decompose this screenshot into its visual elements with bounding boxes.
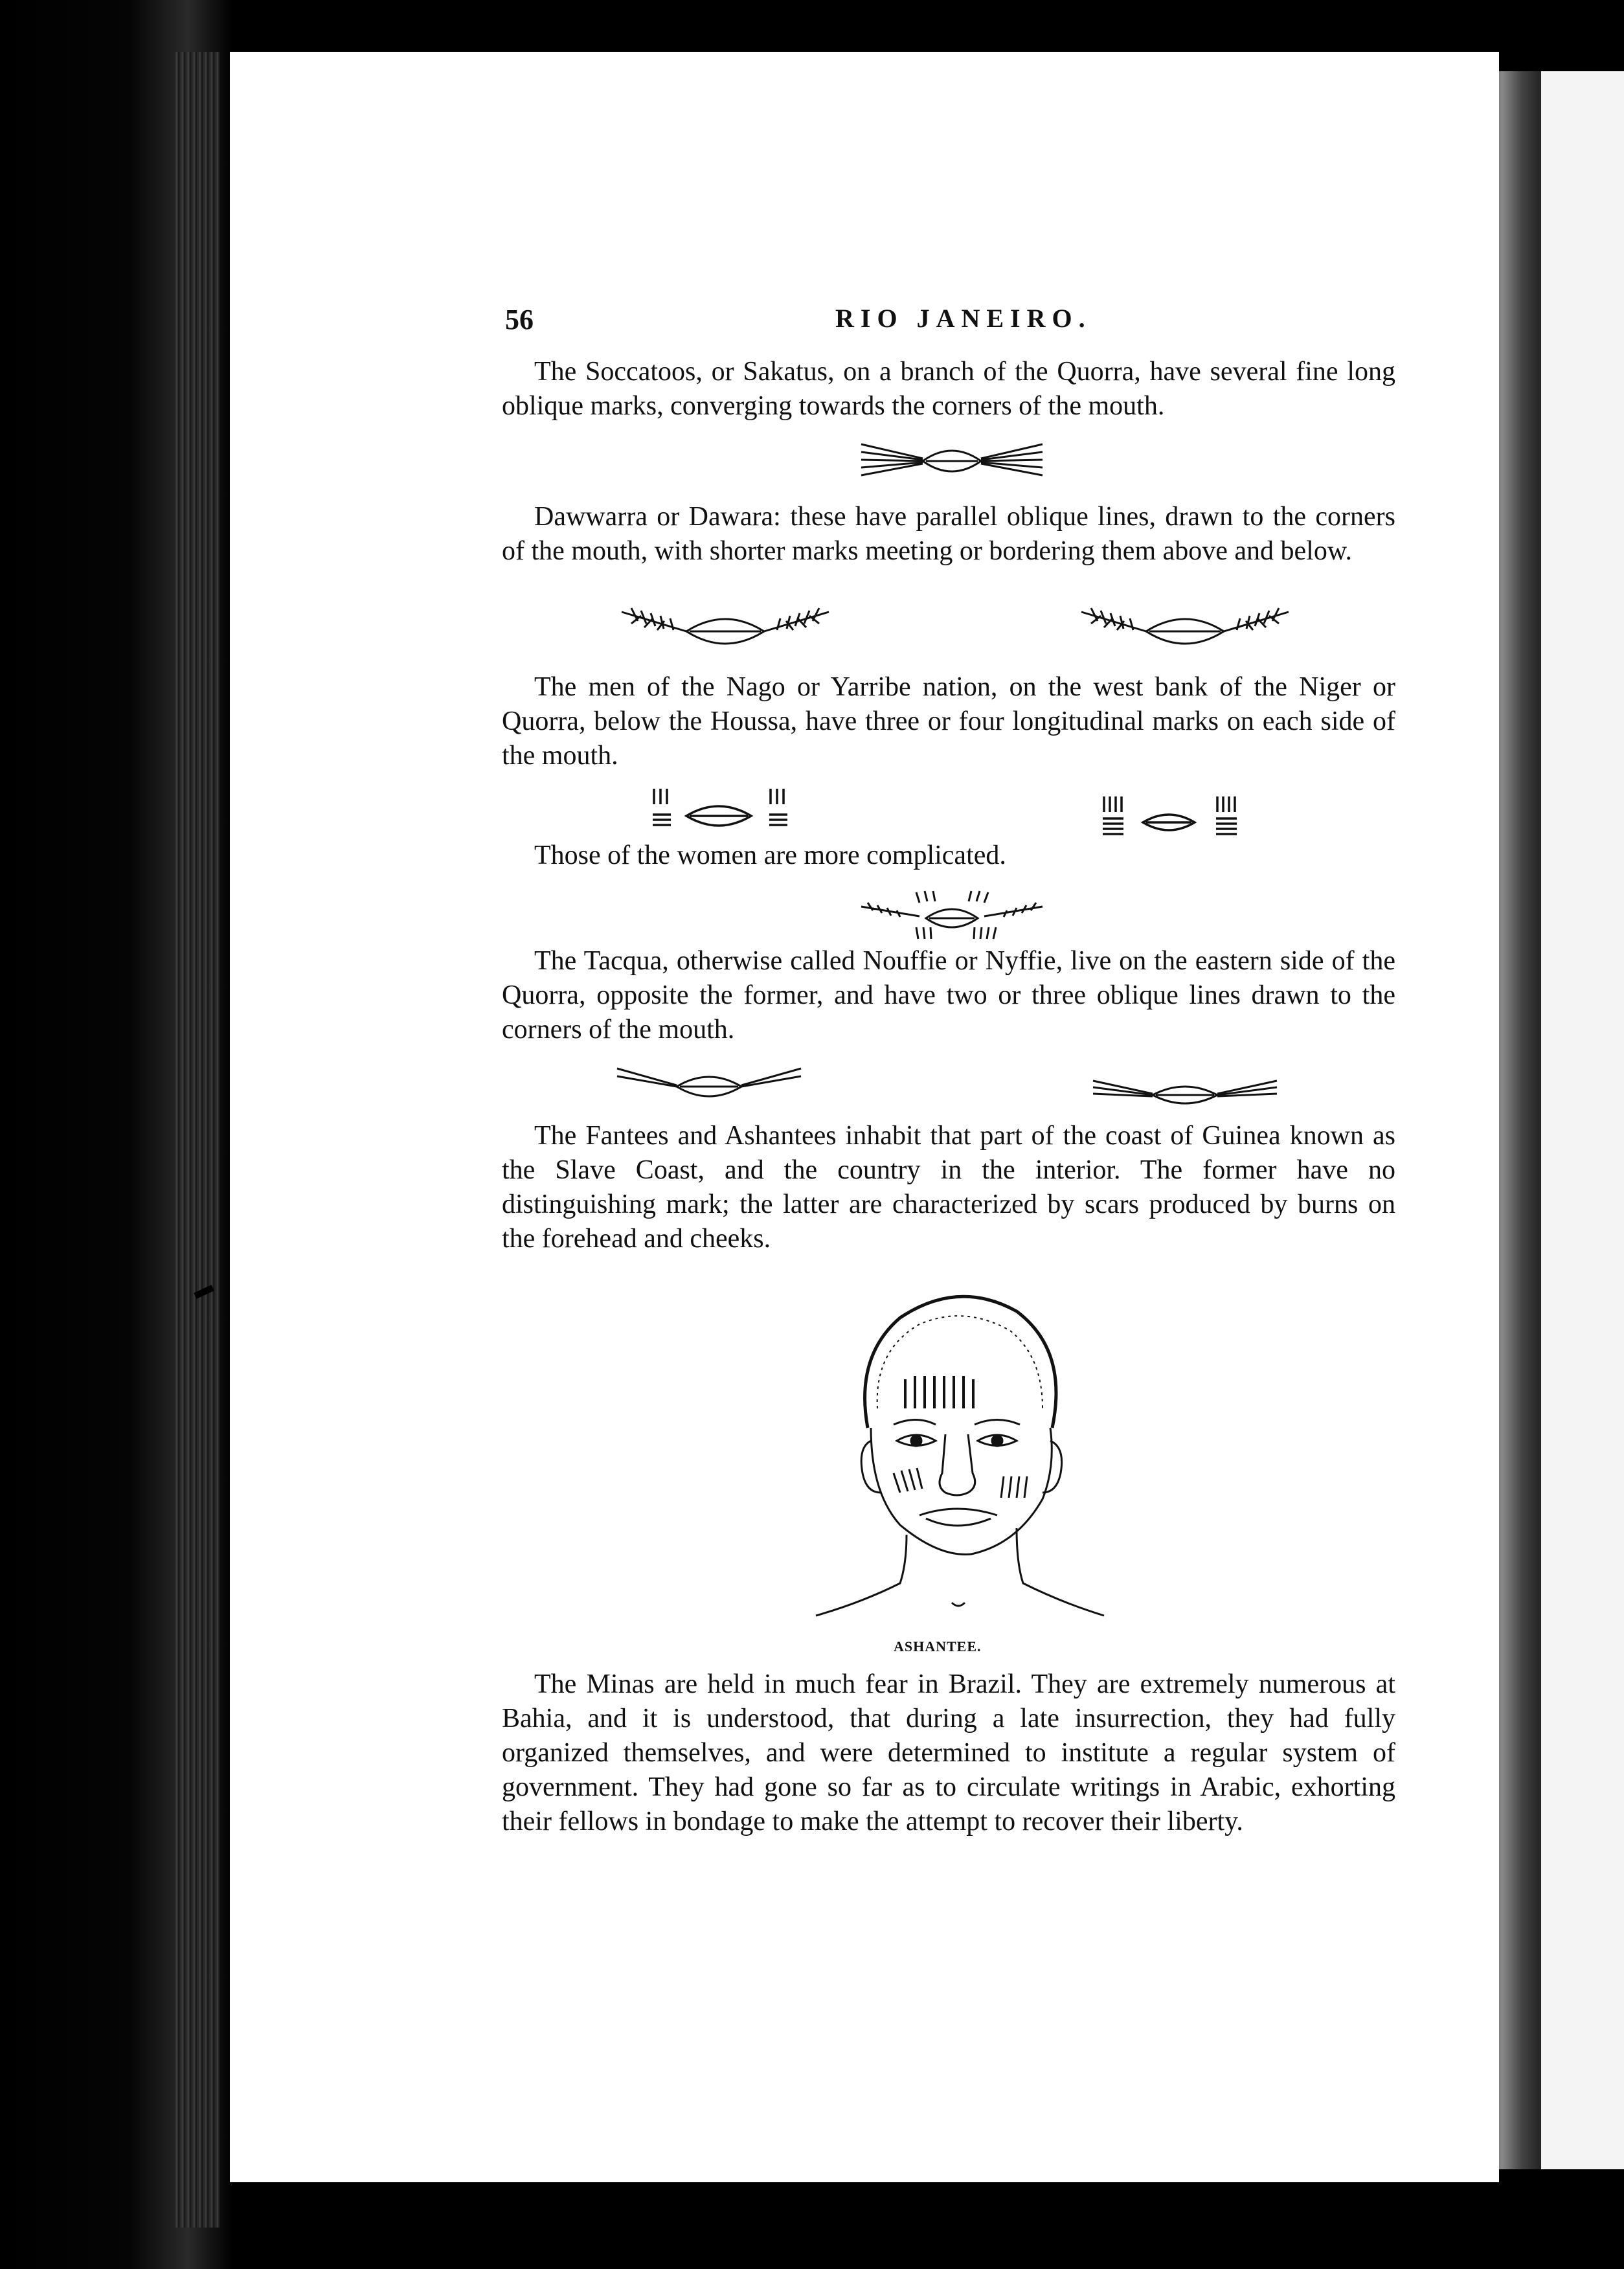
tacqua-marks-left-illustration [612,1062,806,1107]
ashantee-portrait-illustration [809,1279,1107,1629]
running-head: RIO JANEIRO. [835,304,1092,333]
nago-women-marks-illustration [855,887,1049,945]
paragraph-minas: The Minas are held in much fear in Brazil. They are extremely numerous at Bahia, and it is understood, that during a late insurrection, they had fully organized themselves, and were determined to institute a regular system of government. They had gone so far as to circulate writings in Arabic, exhorting their fellows in bondage to make the attempt to recover their liberty. [502,1669,1395,1836]
paragraph-women: Those of the women are more complicated. [534,841,1006,870]
paragraph-soccatoos: The Soccatoos, or Sakatus, on a branch of the Quorra, have several fine long oblique marks, converging towards the corners of the mouth. [502,357,1395,421]
paragraph-tacqua: The Tacqua, otherwise called Nouffie or Nyffie, live on the eastern side of the Quorra, opposite the former, and have two or three oblique lines drawn to the corners of the mouth. [502,946,1395,1044]
paragraph-dawwarra: Dawwarra or Dawara: these have parallel oblique lines, drawn to the corners of the mouth, with shorter marks meeting or bordering them above and below. [502,502,1395,566]
paragraph-fantees: The Fantees and Ashantees inhabit that part of the coast of Guinea known as the Slave Coast, and the country in the interior. The former have no distinguishing mark; the latter are characterized by scars produced by burns on the forehead and cheeks. [502,1121,1395,1254]
figure-caption: ASHANTEE. [894,1638,982,1654]
paragraph-nago: The men of the Nago or Yarribe nation, on the west bank of the Niger or Quorra, below the Houssa, have three or four longitudinal marks on each side of the mouth. [502,672,1395,771]
dawwarra-marks-right-illustration [1075,599,1295,657]
scan-speck [441,2205,479,2220]
soccatoos-marks-illustration [855,435,1049,484]
nago-men-marks-left-illustration [648,784,816,842]
page-number: 56 [505,304,534,335]
dawwarra-marks-left-illustration [615,599,835,657]
page-header [505,303,1386,342]
tacqua-marks-right-illustration [1088,1072,1282,1117]
book-spine-edge [175,52,220,2228]
facing-page [1541,71,1624,2169]
